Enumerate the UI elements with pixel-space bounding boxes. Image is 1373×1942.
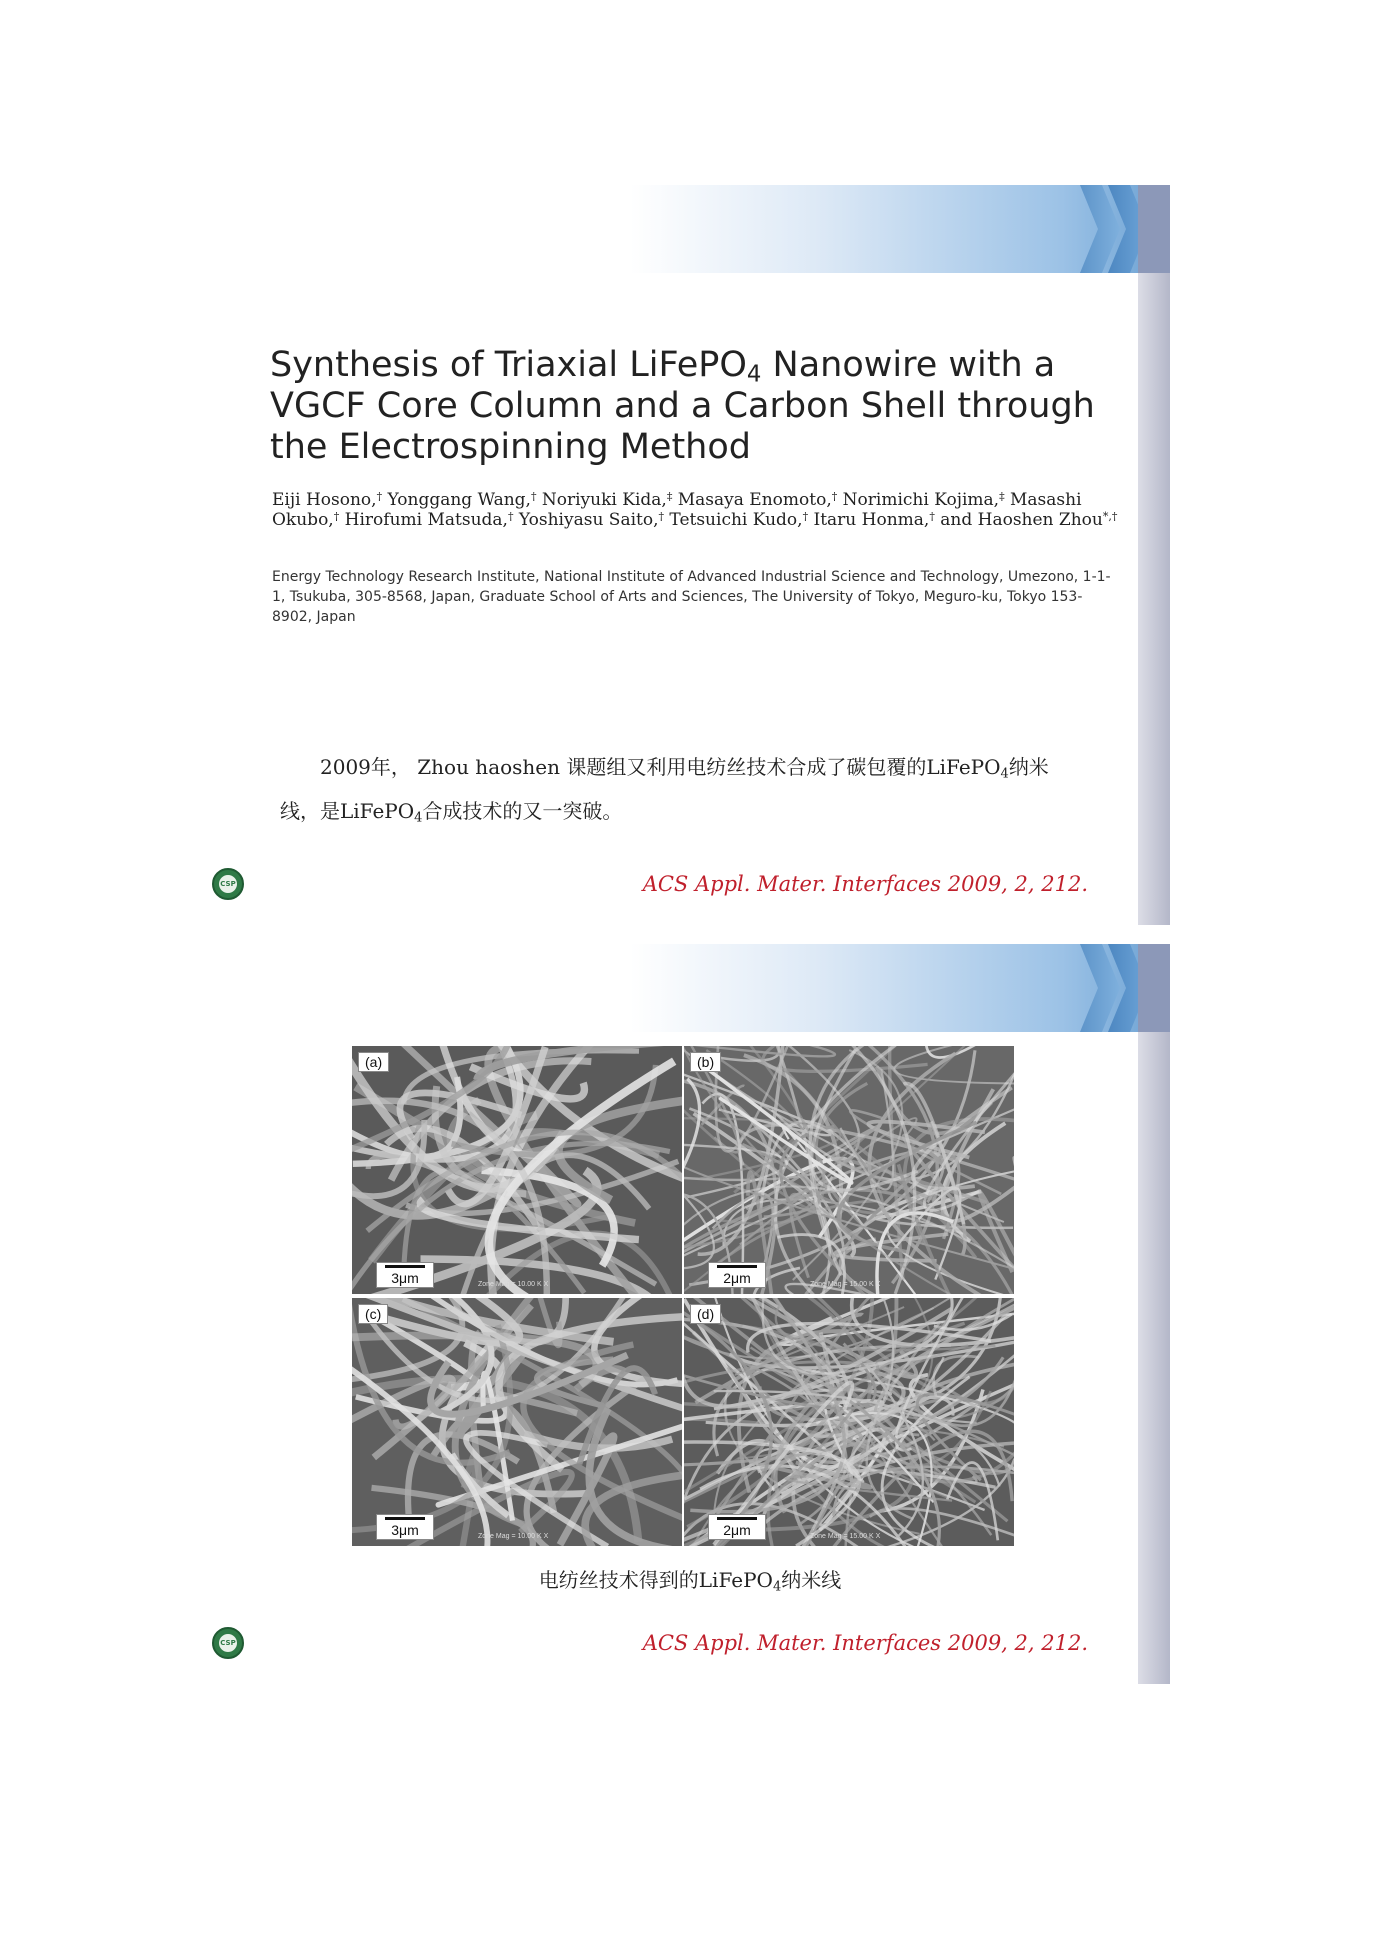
citation: ACS Appl. Mater. Interfaces 2009, 2, 212. xyxy=(642,1631,1088,1655)
sem-panel-a xyxy=(352,1046,682,1294)
author-list: Eiji Hosono,† Yonggang Wang,† Noriyuki Kida,‡ Masaya Enomoto,† Norimichi Kojima,‡ Masashi Okubo,† Hirofumi Matsuda,† Yoshiyasu Saito,† Tetsuichi Kudo,† Itaru Honma,† and Haoshen Zhou*,† xyxy=(272,490,1118,530)
panel-label: (b) xyxy=(690,1052,721,1072)
sem-panel-c xyxy=(352,1298,682,1546)
sem-micrograph-image xyxy=(352,1046,682,1294)
sem-panel-d xyxy=(684,1298,1014,1546)
author: Hirofumi Matsuda, xyxy=(339,510,508,530)
sem-metadata: Zone Mag = 15.00 K X xyxy=(810,1281,881,1288)
author: Yonggang Wang, xyxy=(382,490,531,510)
figure-caption: 电纺丝技术得到的LiFePO$_4$纳米线 xyxy=(538,1568,842,1595)
slide-2 xyxy=(210,944,1170,1684)
author: Masashi Okubo, xyxy=(272,490,1082,530)
scale-bar: 3μm xyxy=(376,1514,434,1540)
author: and Haoshen Zhou xyxy=(934,510,1103,530)
author: Tetsuichi Kudo, xyxy=(664,510,803,530)
sem-panel-b xyxy=(684,1046,1014,1294)
citation: ACS Appl. Mater. Interfaces 2009, 2, 212. xyxy=(642,872,1088,896)
slide-1 xyxy=(210,185,1170,925)
panel-label: (c) xyxy=(358,1304,388,1324)
author: Noriyuki Kida, xyxy=(536,490,667,510)
sem-micrograph-image xyxy=(352,1298,682,1546)
scale-bar: 2μm xyxy=(708,1514,766,1540)
scale-bar: 3μm xyxy=(376,1262,434,1288)
sem-metadata: Zone Mag = 15.00 K X xyxy=(810,1533,881,1540)
sem-image-grid xyxy=(352,1046,1014,1546)
sem-metadata: Zone Mag = 10.00 K X xyxy=(478,1533,549,1540)
panel-label: (a) xyxy=(358,1052,389,1072)
right-sidebar-strip xyxy=(1138,273,1170,925)
author: Masaya Enomoto, xyxy=(672,490,832,510)
author: Yoshiyasu Saito, xyxy=(513,510,659,530)
author: Norimichi Kojima, xyxy=(837,490,1000,510)
affiliation: Energy Technology Research Institute, National Institute of Advanced Industrial Science and Technology, Umezono, 1-1-1, Tsukuba, 305-8568, Japan, Graduate School of Arts and Sciences, The University of Tokyo, Meguro-ku, Tokyo 153-8902, Japan xyxy=(272,569,1111,625)
corner-strip xyxy=(1138,944,1170,1032)
author: Itaru Honma, xyxy=(808,510,930,530)
panel-label: (d) xyxy=(690,1304,721,1324)
institution-logo-icon: CSP xyxy=(212,1627,244,1659)
institution-logo-icon: CSP xyxy=(212,868,244,900)
sem-micrograph-image xyxy=(684,1298,1014,1546)
summary-paragraph: 2009年， Zhou haoshen 课题组又利用电纺丝技术合成了碳包覆的LiFePO$_4$纳米线，是LiFePO$_4$合成技术的又一突破。 xyxy=(280,755,1049,826)
sem-metadata: Zone Mag = 10.00 K X xyxy=(478,1281,549,1288)
scale-bar: 2μm xyxy=(708,1262,766,1288)
author: Eiji Hosono, xyxy=(272,490,377,510)
corner-strip xyxy=(1138,185,1170,273)
paper-title: Synthesis of Triaxial LiFePO$_4$ Nanowire with a VGCF Core Column and a Carbon Shell through the Electrospinning Method xyxy=(270,345,1095,467)
sem-micrograph-image xyxy=(684,1046,1014,1294)
